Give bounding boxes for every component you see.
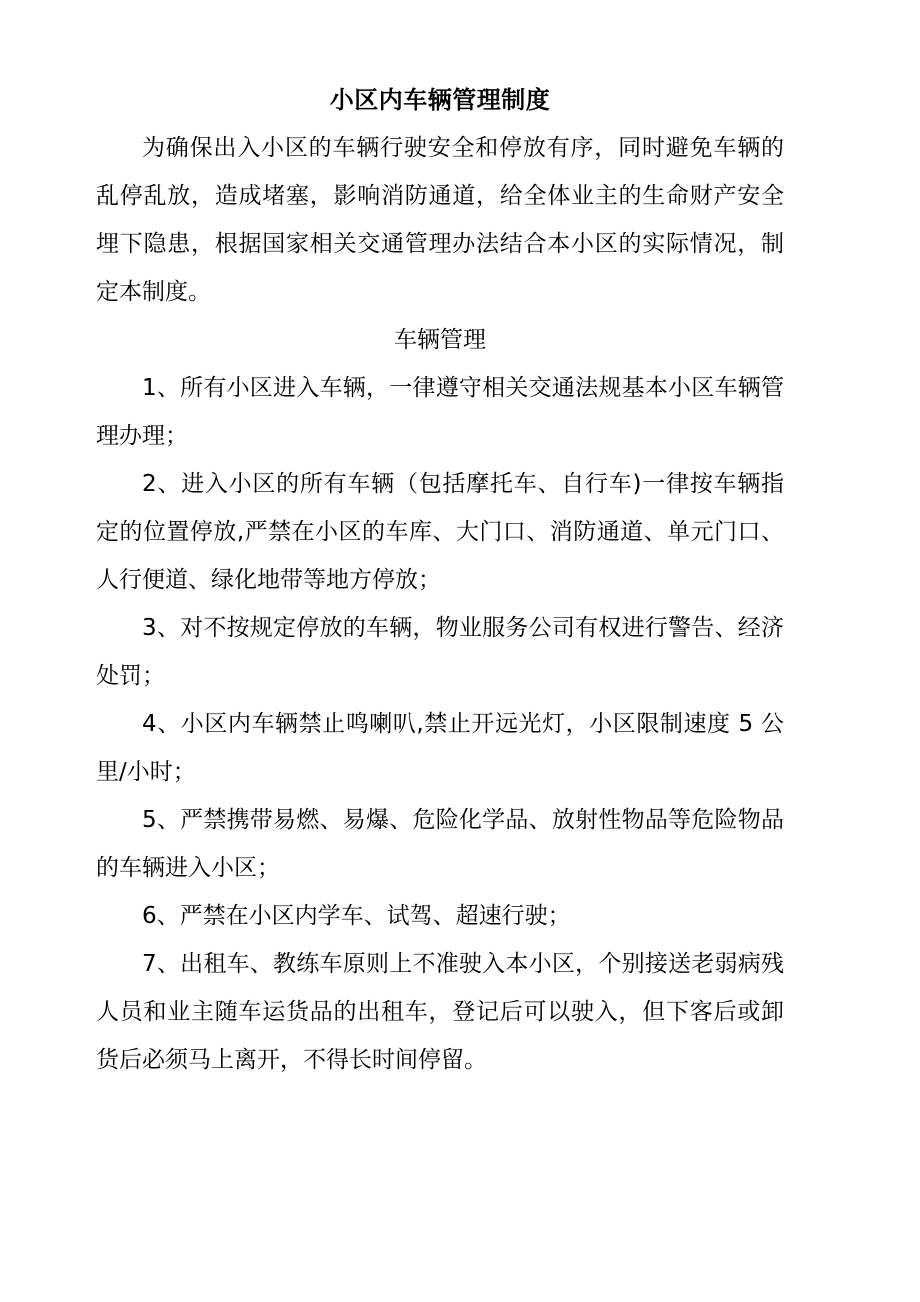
rule-3: 3、对不按规定停放的车辆，物业服务公司有权进行警告、经济处罚； <box>96 615 784 689</box>
document-page <box>96 76 784 1084</box>
rule-2: 2、进入小区的所有车辆（包括摩托车、自行车)一律按车辆指定的位置停放,严禁在小区的车库、大门口、消防通道、单元门口、人行便道、绿化地带等地方停放； <box>96 471 784 593</box>
rule-6: 6、严禁在小区内学车、试驾、超速行驶； <box>142 903 571 929</box>
rule-5: 5、严禁携带易燃、易爆、危险化学品、放射性物品等危险物品的车辆进入小区； <box>96 807 784 881</box>
rule-1: 1、所有小区进入车辆，一律遵守相关交通法规基本小区车辆管理办理； <box>96 375 784 449</box>
intro-paragraph: 为确保出入小区的车辆行驶安全和停放有序，同时避免车辆的乱停乱放，造成堵塞，影响消防通道，给全体业主的生命财产安全埋下隐患，根据国家相关交通管理办法结合本小区的实际情况，制定本制度。 <box>96 135 784 305</box>
rule-7: 7、出租车、教练车原则上不准驶入本小区，个别接送老弱病残人员和业主随车运货品的出租车，登记后可以驶入，但下客后或卸货后必须马上离开，不得长时间停留。 <box>96 951 784 1073</box>
rule-4: 4、小区内车辆禁止鸣喇叭,禁止开远光灯，小区限制速度 5 公里/小时； <box>96 711 784 785</box>
document-title: 小区内车辆管理制度 <box>329 86 551 114</box>
section-heading: 车辆管理 <box>394 327 486 353</box>
